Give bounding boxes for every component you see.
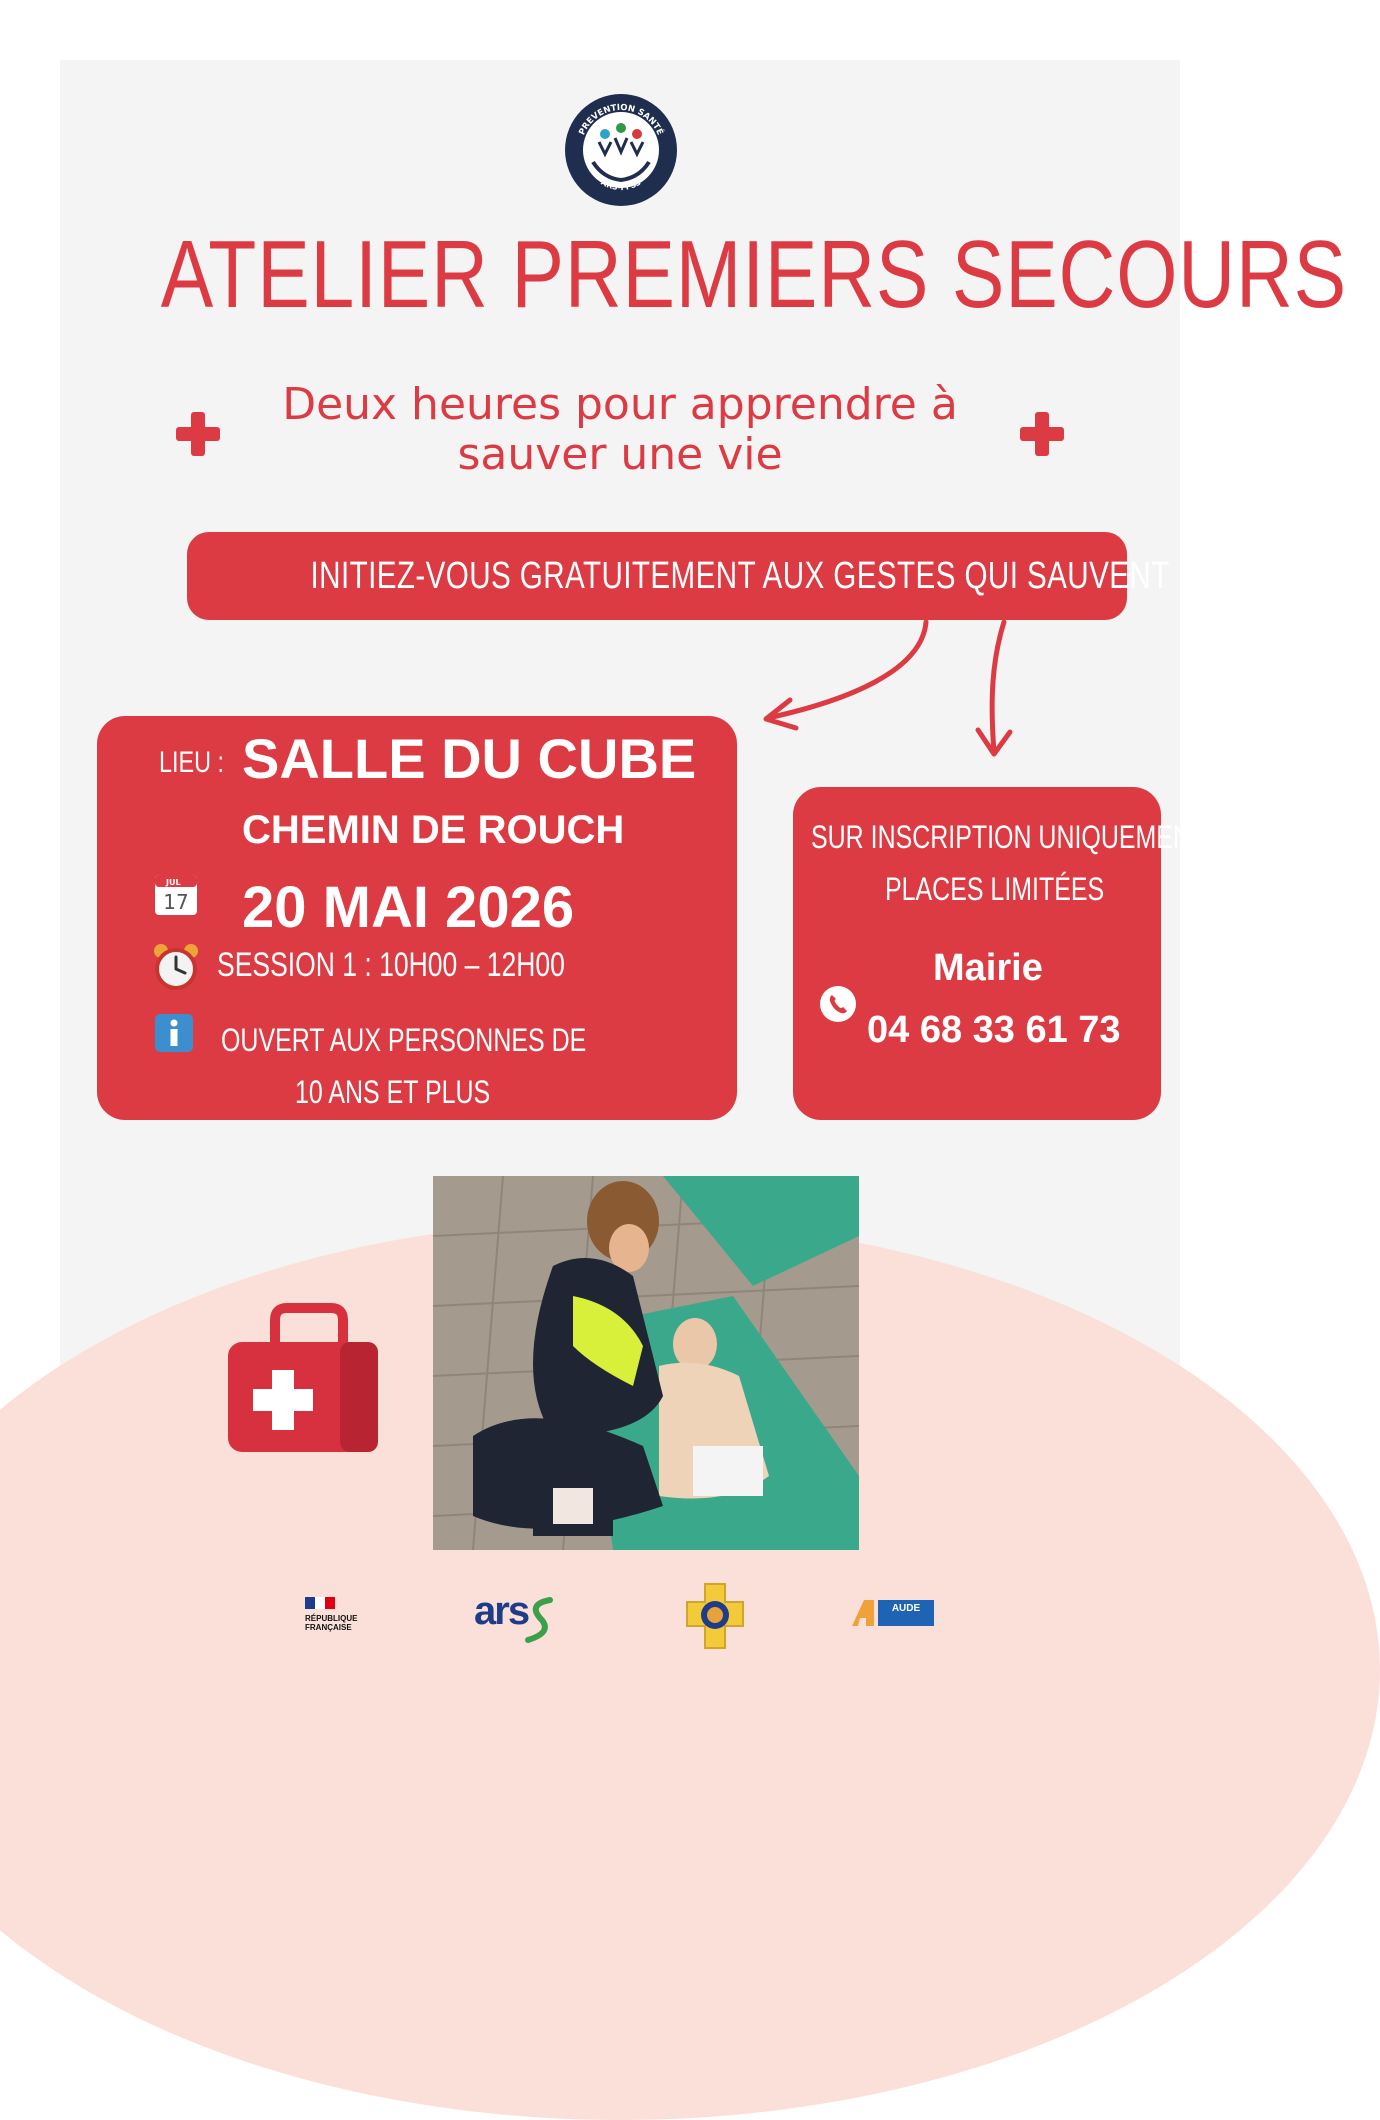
place-name: SALLE DU CUBE xyxy=(242,727,697,790)
info-icon xyxy=(155,1014,193,1052)
contact-phone: 04 68 33 61 73 xyxy=(867,1009,1121,1051)
subtitle-line-2: sauver une vie xyxy=(457,429,783,480)
rf-line-2: FRANÇAISE xyxy=(305,1623,352,1632)
logo-ring-bottom-text: ARS-FFSS xyxy=(599,177,643,193)
phone-icon xyxy=(819,985,857,1023)
calendar-icon xyxy=(154,874,198,916)
civil-protection-cross-logo xyxy=(686,1582,744,1650)
calendar-month: JUL xyxy=(166,878,181,887)
contact-name: Mairie xyxy=(933,947,1043,989)
ars-swoosh-icon xyxy=(520,1594,560,1644)
place-address: CHEMIN DE ROUCH xyxy=(242,808,625,852)
republique-francaise-logo xyxy=(305,1596,365,1656)
training-photo xyxy=(433,1176,859,1550)
page-title: ATELIER PREMIERS SECOURS xyxy=(160,221,1347,328)
place-label: LIEU : xyxy=(159,746,225,779)
red-cross-right-icon xyxy=(1020,412,1064,456)
french-flag-icon xyxy=(305,1597,335,1609)
first-aid-kit-icon xyxy=(220,1302,390,1462)
logo-ring-top-text: PREVENTION SANTÉ xyxy=(577,102,665,137)
event-date: 20 MAI 2026 xyxy=(242,875,575,940)
registration-line-2: PLACES LIMITÉES xyxy=(885,871,1105,907)
audience-line-2: 10 ANS ET PLUS xyxy=(295,1074,491,1110)
ars-logo xyxy=(474,1588,564,1648)
banner-text: INITIEZ-VOUS GRATUITEMENT AUX GESTES QUI SAUVENT ! xyxy=(310,555,1187,597)
free-training-banner xyxy=(187,532,1187,620)
audience-line-1: OUVERT AUX PERSONNES DE xyxy=(221,1022,587,1058)
aude-mark-icon xyxy=(850,1598,876,1628)
session-time: SESSION 1 : 10H00 – 12H00 xyxy=(217,946,565,984)
arrow-left-icon xyxy=(768,622,926,718)
event-info-box xyxy=(97,716,737,1120)
subtitle-line-1: Deux heures pour apprendre à xyxy=(282,379,958,430)
registration-line-1: SUR INSCRIPTION UNIQUEMENT xyxy=(811,819,1207,855)
alarm-clock-icon xyxy=(152,942,200,990)
prevention-sante-logo xyxy=(563,92,679,208)
calendar-day: 17 xyxy=(163,890,189,914)
subtitle xyxy=(240,380,1000,480)
aude-label: AUDE xyxy=(878,1600,934,1626)
red-cross-left-icon xyxy=(176,412,220,456)
registration-box xyxy=(793,787,1207,1120)
aude-department-logo xyxy=(850,1596,934,1632)
arrow-down-icon xyxy=(992,622,1004,752)
poster xyxy=(60,60,1347,1560)
rf-line-1: RÉPUBLIQUE xyxy=(305,1614,358,1623)
ars-logo-text: ars xyxy=(474,1589,529,1633)
